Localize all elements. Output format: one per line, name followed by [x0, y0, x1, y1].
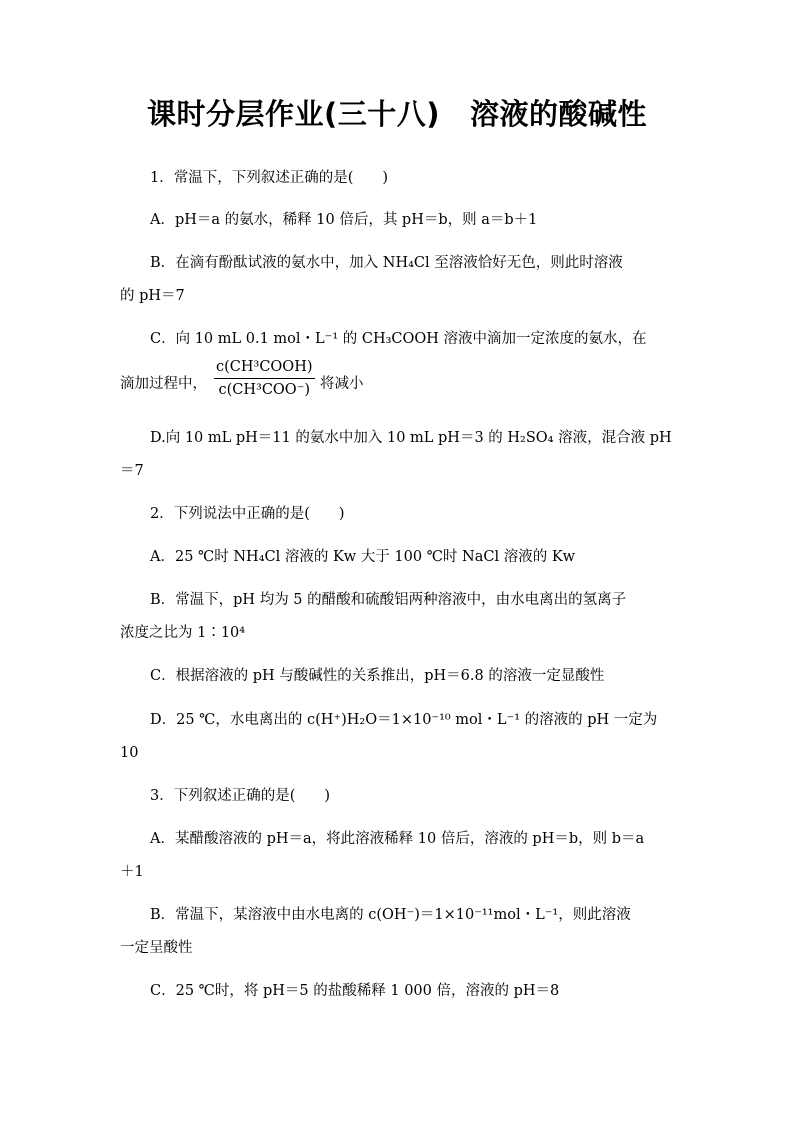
concentration-fraction [214, 358, 315, 399]
q1-option-d-line1: D.向 10 mL pH＝11 的氨水中加入 10 mL pH＝3 的 H₂SO₄ 溶液，混合液 pH [150, 430, 672, 446]
q1-option-b-line2: 的 pH＝7 [120, 288, 185, 304]
q2-option-d-line1: D．25 ℃，水电离出的 c(H⁺)H₂O＝1×10⁻¹⁰ mol・L⁻¹ 的溶液的 pH 一定为 [150, 712, 658, 728]
fraction-denominator: c(CH³COO⁻) [218, 382, 311, 398]
question-3: 3．下列叙述正确的是( ) [150, 788, 331, 804]
q3-option-b-line1: B．常温下，某溶液中由水电离的 c(OH⁻)＝1×10⁻¹¹mol・L⁻¹，则此溶液 [150, 907, 631, 923]
q3-option-b-line2: 一定呈酸性 [120, 940, 193, 956]
fraction-numerator: c(CH³COOH) [214, 358, 315, 379]
page-title [0, 92, 794, 133]
q1-option-b-line1: B．在滴有酚酞试液的氨水中，加入 NH₄Cl 至溶液恰好无色，则此时溶液 [150, 255, 623, 271]
title-right: 溶液的酸碱性 [470, 97, 648, 131]
q2-option-b-line2: 浓度之比为 1∶10⁴ [120, 625, 246, 641]
question-2: 2．下列说法中正确的是( ) [150, 506, 345, 522]
q2-option-a: A．25 ℃时 NH₄Cl 溶液的 Kw 大于 100 ℃时 NaCl 溶液的 Kw [150, 549, 576, 565]
q1-option-d-line2: ＝7 [120, 463, 144, 479]
q2-option-b-line1: B．常温下，pH 均为 5 的醋酸和硫酸铝两种溶液中，由水电离出的氢离子 [150, 592, 627, 608]
q1-option-a: A．pH＝a 的氨水，稀释 10 倍后，其 pH＝b，则 a＝b＋1 [150, 212, 538, 228]
q2-option-c: C．根据溶液的 pH 与酸碱性的关系推出，pH＝6.8 的溶液一定显酸性 [150, 668, 605, 684]
q1-option-c-tail: 将减小 [320, 376, 364, 392]
q1-option-c-line2: 滴加过程中， [120, 376, 207, 392]
q3-option-c: C．25 ℃时，将 pH＝5 的盐酸稀释 1 000 倍，溶液的 pH＝8 [150, 983, 560, 999]
q3-option-a-line2: ＋1 [120, 864, 144, 880]
title-left: 课时分层作业(三十八) [146, 97, 440, 131]
q1-option-c-line1: C．向 10 mL 0.1 mol・L⁻¹ 的 CH₃COOH 溶液中滴加一定浓度的氨水，在 [150, 331, 647, 347]
q3-option-a-line1: A．某醋酸溶液的 pH＝a，将此溶液稀释 10 倍后，溶液的 pH＝b，则 b＝a [150, 831, 645, 847]
question-1: 1．常温下，下列叙述正确的是( ) [150, 170, 389, 186]
q2-option-d-line2: 10 [120, 745, 139, 761]
